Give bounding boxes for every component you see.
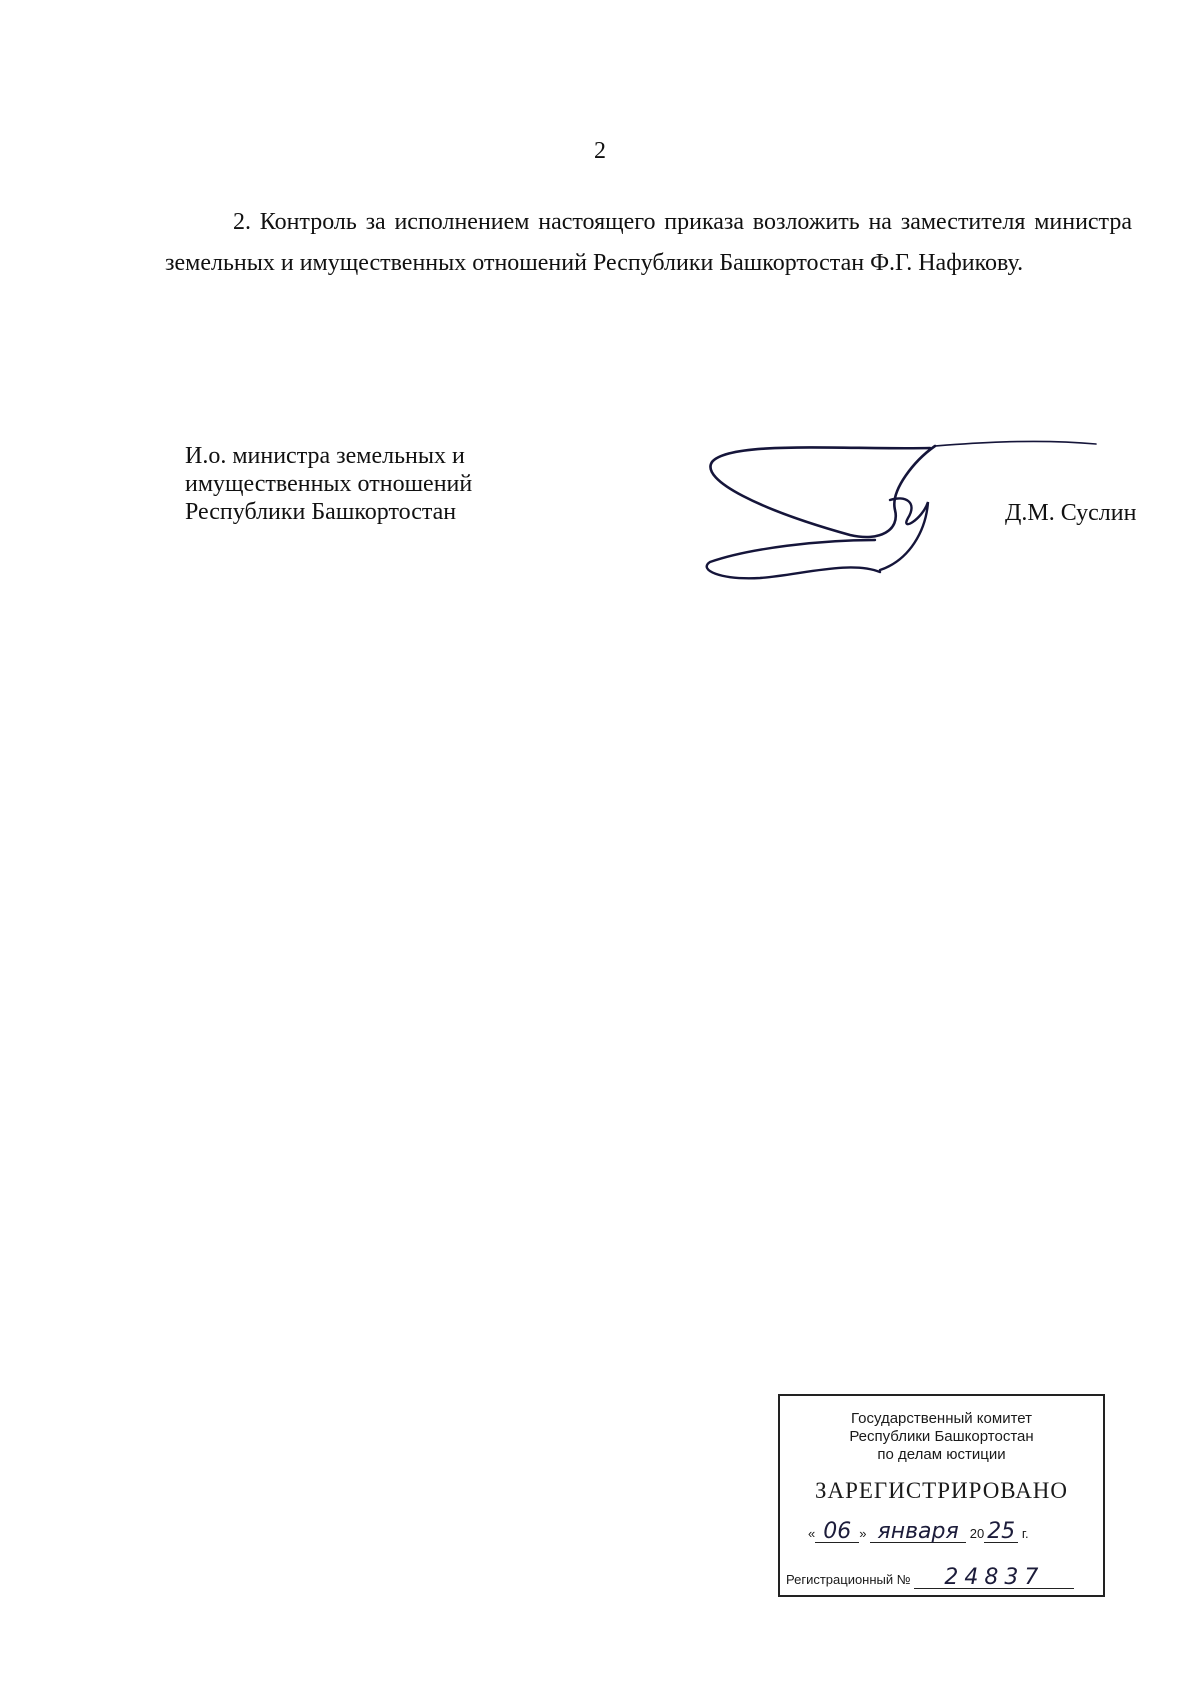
stamp-month: января [870, 1522, 966, 1543]
signature-stroke [710, 446, 935, 537]
stamp-day: 06 [815, 1522, 859, 1543]
stamp-year-unit: г. [1021, 1526, 1029, 1541]
signature-stroke [880, 498, 928, 570]
stamp-org-line: Государственный комитет [851, 1410, 1032, 1427]
position-line: И.о. министра земельных и [185, 443, 465, 469]
stamp-open-quote: « [808, 1526, 816, 1541]
stamp-year-prefix: 20 [969, 1526, 985, 1541]
stamp-close-quote: » [859, 1526, 867, 1541]
stamp-year-suffix: 25 [984, 1522, 1018, 1543]
stamp-date [808, 1519, 1098, 1544]
signature-stroke [707, 540, 880, 578]
registration-stamp [778, 1394, 1105, 1597]
stamp-organization [780, 1410, 1103, 1464]
position-line: Республики Башкортостан [185, 499, 457, 525]
page-number: 2 [594, 138, 606, 164]
stamp-reg-label: Регистрационный № [786, 1572, 911, 1587]
body-paragraph: 2. Контроль за исполнением настоящего приказа возложить на заместителя министра земельных и имущественных отношений Республики Башкортостан Ф.Г. Нафикову. [165, 209, 1132, 276]
position-line: имущественных отношений [185, 471, 473, 497]
signatory-name: Д.М. Суслин [1005, 500, 1137, 526]
stamp-org-line: по делам юстиции [877, 1446, 1006, 1463]
stamp-status: ЗАРЕГИСТРИРОВАНО [814, 1478, 1069, 1503]
signature-stroke [935, 441, 1096, 446]
stamp-org-line: Республики Башкортостан [849, 1428, 1034, 1445]
signatory-position [185, 442, 472, 526]
stamp-registration-number [786, 1565, 1096, 1590]
stamp-reg-number: 24837 [914, 1568, 1074, 1589]
